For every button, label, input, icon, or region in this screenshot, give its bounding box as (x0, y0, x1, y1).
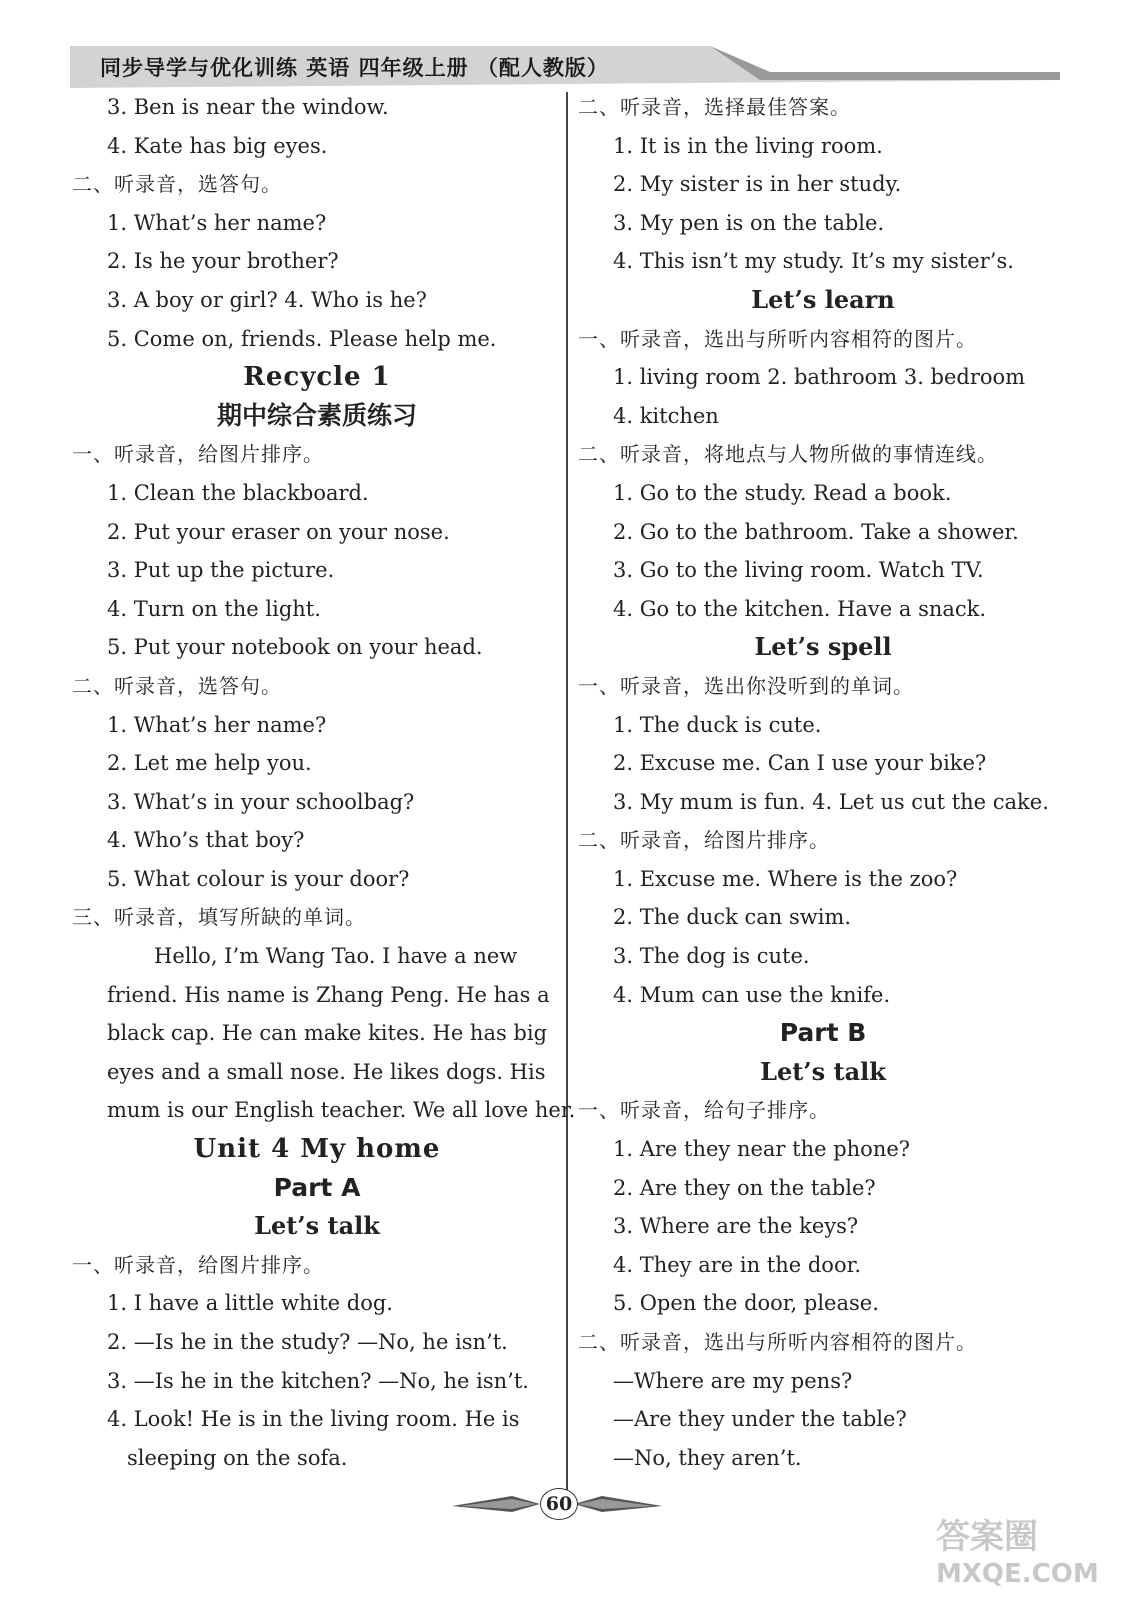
section-instruction: 一、听录音，给句子排序。 (578, 1098, 830, 1123)
watermark-logo (928, 1510, 1108, 1590)
list-item: 2. Let me help you. (107, 751, 312, 776)
paragraph-line: friend. His name is Zhang Peng. He has a (107, 982, 550, 1007)
list-item: 2. Go to the bathroom. Take a shower. (613, 519, 1019, 544)
list-item: 4. Look! He is in the living room. He is (107, 1407, 520, 1432)
list-item: 3. The dog is cute. (613, 944, 810, 969)
section-instruction: 一、听录音，选出与所听内容相符的图片。 (578, 326, 977, 351)
list-item: 4. This isn’t my study. It’s my sister’s. (613, 249, 1014, 274)
list-item-continuation: sleeping on the sofa. (127, 1445, 348, 1470)
list-item: 2. Is he your brother? (107, 249, 339, 274)
list-item: 3. A boy or girl? 4. Who is he? (107, 287, 427, 312)
left-column (72, 88, 576, 1477)
list-item: 3. —Is he in the kitchen? —No, he isn’t. (107, 1368, 529, 1393)
svg-text:MXQE.COM: MXQE.COM (936, 1559, 1099, 1589)
list-item: 1. Clean the blackboard. (107, 480, 369, 505)
subsection-heading: Let’s talk (254, 1211, 380, 1241)
list-item: 4. Who’s that boy? (107, 828, 305, 853)
section-instruction: 二、听录音，给图片排序。 (578, 828, 830, 853)
section-instruction: 一、听录音，选出你没听到的单词。 (578, 673, 914, 698)
list-item: 2. Are they on the table? (613, 1175, 876, 1200)
column-divider (566, 92, 568, 1492)
right-column (578, 88, 1068, 1477)
list-item: 5. Put your notebook on your head. (107, 635, 483, 660)
list-item: 4. Go to the kitchen. Have a snack. (613, 596, 987, 621)
section-instruction: 二、听录音，选择最佳答案。 (578, 95, 851, 119)
list-item: 1. Excuse me. Where is the zoo? (613, 866, 958, 891)
list-item: 4. They are in the door. (613, 1252, 861, 1277)
svg-text:答案圈: 答案圈 (936, 1517, 1038, 1557)
list-item: 4. Turn on the light. (107, 596, 321, 621)
list-item: 1. Are they near the phone? (613, 1137, 911, 1162)
page-number-ornament (452, 1484, 662, 1524)
section-heading: Part A (273, 1172, 361, 1202)
list-item: 5. Open the door, please. (613, 1291, 879, 1316)
list-item: 1. I have a little white dog. (107, 1291, 393, 1316)
list-item: —Are they under the table? (613, 1407, 907, 1432)
list-item: 4. Mum can use the knife. (613, 982, 891, 1007)
paragraph-line: black cap. He can make kites. He has big (107, 1021, 548, 1046)
list-item: 2. Put your eraser on your nose. (107, 519, 450, 544)
list-item: —Where are my pens? (613, 1368, 853, 1393)
subsection-heading: Let’s spell (754, 632, 892, 662)
section-instruction: 二、听录音，将地点与人物所做的事情连线。 (578, 442, 998, 467)
list-item: 3. Where are the keys? (613, 1214, 859, 1239)
section-instruction: 一、听录音，给图片排序。 (72, 1252, 324, 1277)
paragraph-line: Hello, I’m Wang Tao. I have a new (154, 944, 518, 969)
list-item: 3. My pen is on the table. (613, 210, 885, 235)
list-item: 5. What colour is your door? (107, 866, 410, 891)
list-item: 2. My sister is in her study. (613, 172, 902, 197)
list-item: 1. The duck is cute. (613, 712, 822, 737)
section-instruction: 一、听录音，给图片排序。 (72, 442, 324, 467)
list-item: 2. —Is he in the study? —No, he isn’t. (107, 1330, 508, 1354)
list-item: 3. What’s in your schoolbag? (107, 789, 415, 814)
paragraph-line: eyes and a small nose. He likes dogs. His (107, 1059, 546, 1084)
list-item: 3. Go to the living room. Watch TV. (613, 558, 984, 583)
unit-heading: Recycle 1 (243, 362, 391, 393)
paragraph-line: mum is our English teacher. We all love her. (107, 1098, 576, 1123)
section-heading: Part B (779, 1018, 867, 1048)
page-number: 60 (540, 1488, 578, 1520)
subsection-heading: Let’s talk (760, 1056, 886, 1086)
section-instruction: 三、听录音，填写所缺的单词。 (72, 905, 366, 930)
section-heading: 期中综合素质练习 (216, 400, 417, 430)
list-item: 2. Excuse me. Can I use your bike? (613, 751, 987, 776)
list-item: —No, they aren’t. (613, 1445, 802, 1470)
list-item: 3. My mum is fun. 4. Let us cut the cake. (613, 789, 1049, 814)
list-item: 1. living room 2. bathroom 3. bedroom (613, 365, 1026, 390)
section-instruction: 二、听录音，选答句。 (72, 673, 282, 698)
list-item: 5. Come on, friends. Please help me. (107, 326, 497, 351)
list-item: 1. It is in the living room. (613, 133, 883, 158)
list-item: 1. What’s her name? (107, 210, 327, 235)
section-instruction: 二、听录音，选出与所听内容相符的图片。 (578, 1330, 977, 1354)
list-item: 3. Put up the picture. (107, 558, 335, 583)
list-item: 4. kitchen (613, 403, 719, 428)
page-header-title: 同步导学与优化训练 英语 四年级上册 （配人教版） (100, 56, 609, 80)
section-instruction: 二、听录音，选答句。 (72, 172, 282, 197)
unit-heading: Unit 4 My home (193, 1134, 441, 1165)
list-item: 2. The duck can swim. (613, 905, 852, 930)
subsection-heading: Let’s learn (751, 284, 895, 314)
list-item: 3. Ben is near the window. (107, 95, 389, 119)
list-item: 1. What’s her name? (107, 712, 327, 737)
list-item: 1. Go to the study. Read a book. (613, 480, 952, 505)
list-item: 4. Kate has big eyes. (107, 133, 328, 158)
